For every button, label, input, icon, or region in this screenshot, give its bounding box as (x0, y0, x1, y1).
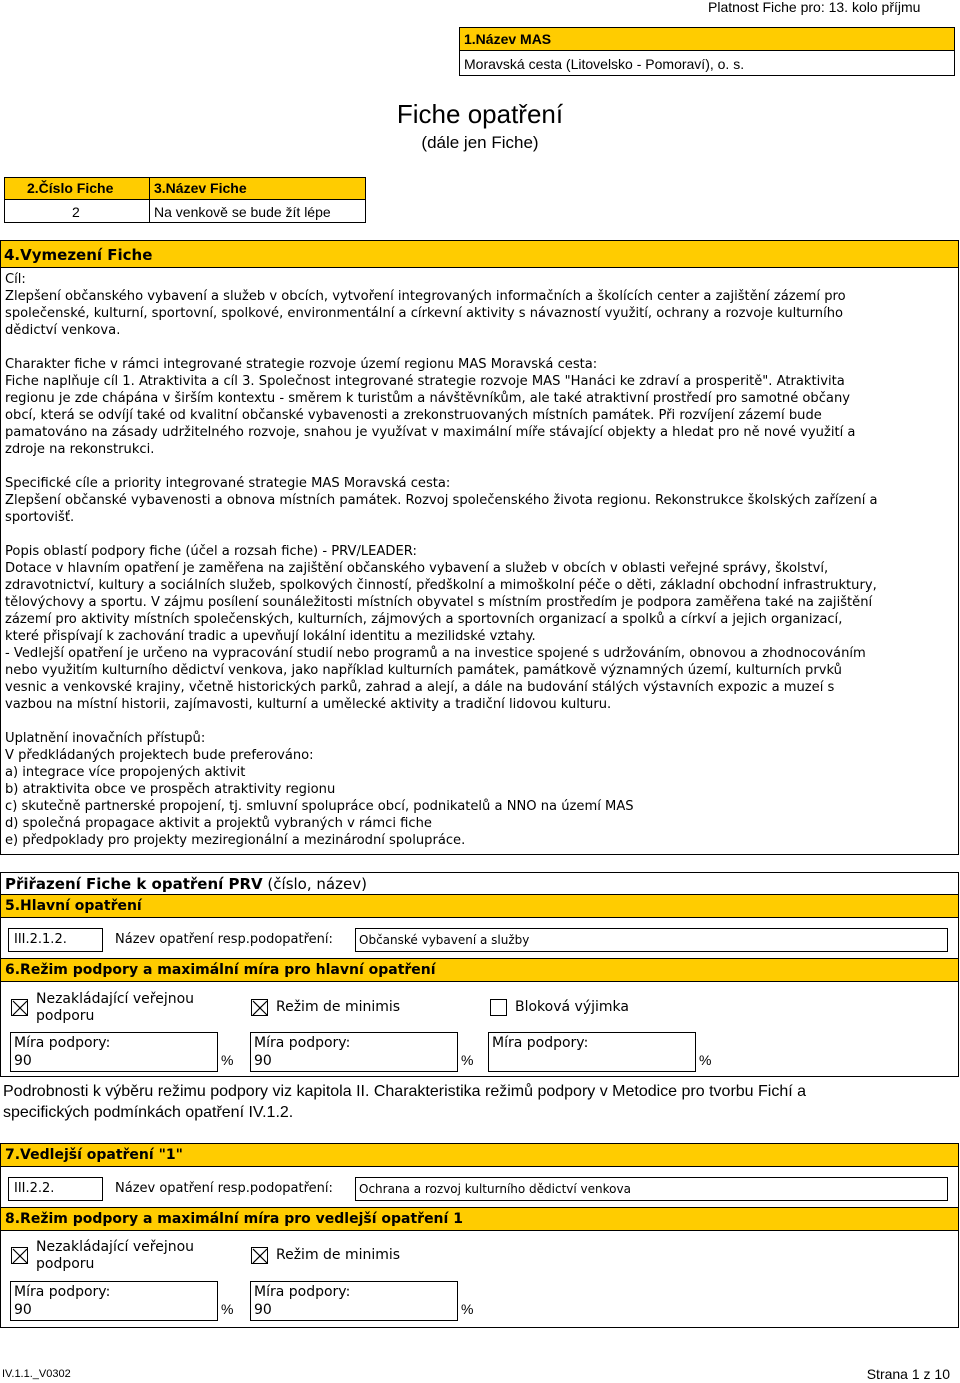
footer-code: IV.1.1._V0302 (2, 1368, 71, 1380)
section4-body (0, 267, 959, 855)
section4-line: zdravotnictví, kultury a sociálních služeb, spolkových činností, předškolní a mimoškolní péče o děti, základní obchodní infrastruktury, (5, 578, 877, 593)
mas-header-label: 1.Název MAS (464, 31, 552, 47)
section4-line: tělovýchovy a sportu. V zájmu posílení sounáležitosti místních obyvatel s místním prostředím je podpora zaměřena také na zajištění (5, 595, 873, 610)
section4-line: společenské, kulturní, sportovní, spolkové, environmentální a církevní aktivity s návazností využití, ochrany a rozvoje kulturního (5, 306, 844, 321)
section5-name-field[interactable] (355, 928, 948, 952)
s6-opt1-checkbox[interactable] (11, 999, 28, 1016)
section4-header (0, 240, 959, 268)
prv-title-bold: Přiřazení Fiche k opatření PRV (5, 875, 263, 893)
s6-opt2-label: Režim de minimis (276, 999, 401, 1015)
s8-opt2-rate-field[interactable] (250, 1281, 458, 1321)
section8-body (0, 1230, 959, 1328)
section5-header (0, 894, 959, 918)
s8-opt1-rate-value: 90 (14, 1302, 32, 1318)
s6-opt1-label-2: podporu (36, 1008, 95, 1024)
fiche-name-value: Na venkově se bude žít lépe (154, 204, 331, 220)
section4-line: Fiche naplňuje cíl 1. Atraktivita a cíl 3. Společnost integrované strategie rozvoje MAS "Hanáci ke zdraví a prosperitě". Atraktivita (5, 374, 845, 389)
section4-line (5, 458, 878, 475)
section4-line: Popis oblastí podpory fiche (účel a rozsah fiche) - PRV/LEADER: (5, 544, 417, 559)
s8-opt1-label (36, 1239, 194, 1273)
section5-code: III.2.1.2. (14, 932, 67, 947)
s8-opt1-checkbox[interactable] (11, 1247, 28, 1264)
s6-opt2-rate-label: Míra podpory: (254, 1035, 351, 1051)
mas-name-field (459, 50, 955, 76)
section4-line: nebo využitím kulturního dědictví venkova, jako například kulturních památek, památkově významných území, kulturních prvků (5, 663, 842, 678)
section5-name: Občanské vybavení a služby (359, 933, 530, 947)
s6-opt1-label-1: Nezakládající veřejnou (36, 991, 195, 1007)
s6-opt2-check-icon (252, 1000, 269, 1017)
s8-opt1-rate-label: Míra podpory: (14, 1284, 111, 1300)
section4-line: e) předpoklady pro projekty meziregionální a mezinárodní spolupráce. (5, 833, 466, 848)
section4-line: zdroje na rekonstrukci. (5, 442, 155, 457)
s8-opt1-label-2: podporu (36, 1256, 95, 1272)
s8-opt2-label: Režim de minimis (276, 1247, 401, 1263)
s6-opt3-unit: % (699, 1052, 712, 1068)
section4-line: a) integrace více propojených aktivit (5, 765, 246, 780)
section4-line: Specifické cíle a priority integrované strategie MAS Moravská cesta: (5, 476, 451, 491)
section4-line: pamatováno na zásady udržitelného rozvoje, snahou je využívat v maximální míře stávající objekty a hledat pro ně nové využití a (5, 425, 856, 440)
page-title: Fiche opatření (396, 99, 564, 129)
s8-opt1-rate-field[interactable] (10, 1281, 218, 1321)
s6-opt2-checkbox[interactable] (251, 999, 268, 1016)
section4-line (5, 713, 878, 730)
section4-line: Charakter fiche v rámci integrované strategie rozvoje území regionu MAS Moravská cesta: (5, 357, 598, 372)
section4-line: vazbou na místní historii, zajímavosti, kulturní a umělecké aktivity a tradiční lidovou kulturu. (5, 697, 612, 712)
section4-line: d) společná propagace aktivit a projektů vybraných v rámci fiche (5, 816, 432, 831)
s6-opt1-rate-label: Míra podpory: (14, 1035, 111, 1051)
fiche-number-value: 2 (72, 204, 80, 220)
s6-opt3-rate-field[interactable] (488, 1032, 696, 1072)
section4-line: Dotace v hlavním opatření je zaměřena na zajištění občanského vybavení a služeb v obcích v oblasti veřejné správy, školství, (5, 561, 829, 576)
section4-line: V předkládaných projektech bude preferováno: (5, 748, 314, 763)
section7-body (0, 1166, 959, 1208)
section7-header (0, 1143, 959, 1167)
section4-line: Cíl: (5, 272, 26, 287)
section4-line: sportovišť. (5, 510, 75, 525)
s8-opt2-rate-label: Míra podpory: (254, 1284, 351, 1300)
section4-line: Zlepšení občanského vybavení a služeb v obcích, vytvoření integrovaných informačních a školících center a zajištění zázemí pro (5, 289, 846, 304)
prv-title-box (0, 872, 959, 895)
prv-title-normal: (číslo, název) (262, 875, 367, 893)
section6-body (0, 981, 959, 1077)
section6-header (0, 958, 959, 982)
s6-opt1-check-icon (12, 1000, 29, 1017)
fiche-number-header (4, 177, 150, 200)
s6-opt1-label (36, 991, 194, 1025)
section4-line: b) atraktivita obce ve prospěch atraktivity regionu (5, 782, 336, 797)
s6-opt1-rate-field[interactable] (10, 1032, 218, 1072)
section6-note-line2: specifických podmínkách opatření IV.1.2. (3, 1104, 294, 1121)
section4-line: vesnic a venkovské krajiny, včetně historických parků, zahrad a alejí, a dále na budování stálých výstavních expozic a muzeí s (5, 680, 835, 695)
section5-body (0, 917, 959, 959)
s8-opt1-label-1: Nezakládající veřejnou (36, 1239, 195, 1255)
s8-opt1-unit: % (221, 1301, 234, 1317)
s8-opt2-checkbox[interactable] (251, 1247, 268, 1264)
footer-page: Strana 1 z 10 (866, 1366, 950, 1382)
section4-line (5, 526, 878, 543)
section7-name-field[interactable] (355, 1177, 948, 1201)
fiche-name-field (149, 199, 366, 223)
prv-title (5, 875, 367, 893)
section5-code-field[interactable] (8, 928, 103, 952)
s6-opt3-label: Bloková výjimka (515, 999, 629, 1015)
s6-opt2-rate-field[interactable] (250, 1032, 458, 1072)
s6-opt3-checkbox[interactable] (490, 999, 507, 1016)
section6-header-label: 6.Režim podpory a maximální míra pro hlavní opatření (5, 962, 436, 978)
section7-code-field[interactable] (8, 1177, 103, 1201)
s8-opt1-check-icon (12, 1248, 29, 1265)
section4-header-label: 4.Vymezení Fiche (4, 246, 153, 264)
section6-note-line1: Podrobnosti k výběru režimu podpory viz kapitola II. Charakteristika režimů podpory v Metodice pro tvorbu Fichí a (3, 1083, 807, 1100)
fiche-number-header-label: 2.Číslo Fiche (27, 180, 114, 196)
section4-line: Zlepšení občanské vybavenosti a obnova místních památek. Rozvoj společenského života regionu. Rekonstrukce školských zařízení a (5, 493, 878, 508)
section4-text (5, 271, 878, 849)
s6-opt1-rate-value: 90 (14, 1053, 32, 1069)
mas-header (459, 27, 955, 51)
s6-opt3-rate-label: Míra podpory: (492, 1035, 589, 1051)
section4-line: Uplatnění inovačních přístupů: (5, 731, 206, 746)
section4-line: obcí, která se odvíjí také od kvalitní občanské vybavenosti a zrekonstruovaných místních památek. Při rozvíjení zázemí bude (5, 408, 822, 423)
section4-line: regionu je zde chápána v širším kontextu - směrem k turistům a návštěvníkům, ale také atraktivní prostředí pro samotné občany (5, 391, 851, 406)
section4-line: zázemí pro aktivity místních společenských, kulturních, zájmových a sportovních organizací a spolků a církví a jejich organizací, (5, 612, 843, 627)
section8-header-label: 8.Režim podpory a maximální míra pro vedlejší opatření 1 (5, 1211, 463, 1227)
mas-name: Moravská cesta (Litovelsko - Pomoraví), o. s. (464, 56, 745, 72)
fiche-number-field (4, 199, 150, 223)
section5-header-label: 5.Hlavní opatření (5, 898, 142, 914)
section5-label: Název opatření resp.podopatření: (115, 932, 333, 947)
section7-label: Název opatření resp.podopatření: (115, 1181, 333, 1196)
fiche-name-header-label: 3.Název Fiche (154, 180, 247, 196)
s6-opt1-unit: % (221, 1052, 234, 1068)
section7-name: Ochrana a rozvoj kulturního dědictví venkova (359, 1182, 631, 1196)
s8-opt2-unit: % (461, 1301, 474, 1317)
validity-text: Platnost Fiche pro: 13. kolo příjmu (708, 0, 921, 15)
fiche-name-header (149, 177, 366, 200)
s8-opt2-rate-value: 90 (254, 1302, 272, 1318)
section8-header (0, 1207, 959, 1231)
section4-line: - Vedlejší opatření je určeno na vypracování studií nebo programů a na investice spojené s udržováním, obnovou a zhodnocováním (5, 646, 866, 661)
section4-line: které přispívají k zachování tradic a upevňují lokální identitu a mezilidské vztahy. (5, 629, 536, 644)
s6-opt2-rate-value: 90 (254, 1053, 272, 1069)
section6-note (3, 1081, 806, 1123)
s6-opt2-unit: % (461, 1052, 474, 1068)
section7-code: III.2.2. (14, 1181, 55, 1196)
page-subtitle: (dále jen Fiche) (421, 133, 539, 152)
section4-line (5, 339, 878, 356)
section4-line: c) skutečně partnerské propojení, tj. smluvní spolupráce obcí, podnikatelů a NNO na území MAS (5, 799, 634, 814)
section7-header-label: 7.Vedlejší opatření "1" (5, 1147, 183, 1163)
s8-opt2-check-icon (252, 1248, 269, 1265)
section4-line: dědictví venkova. (5, 323, 121, 338)
